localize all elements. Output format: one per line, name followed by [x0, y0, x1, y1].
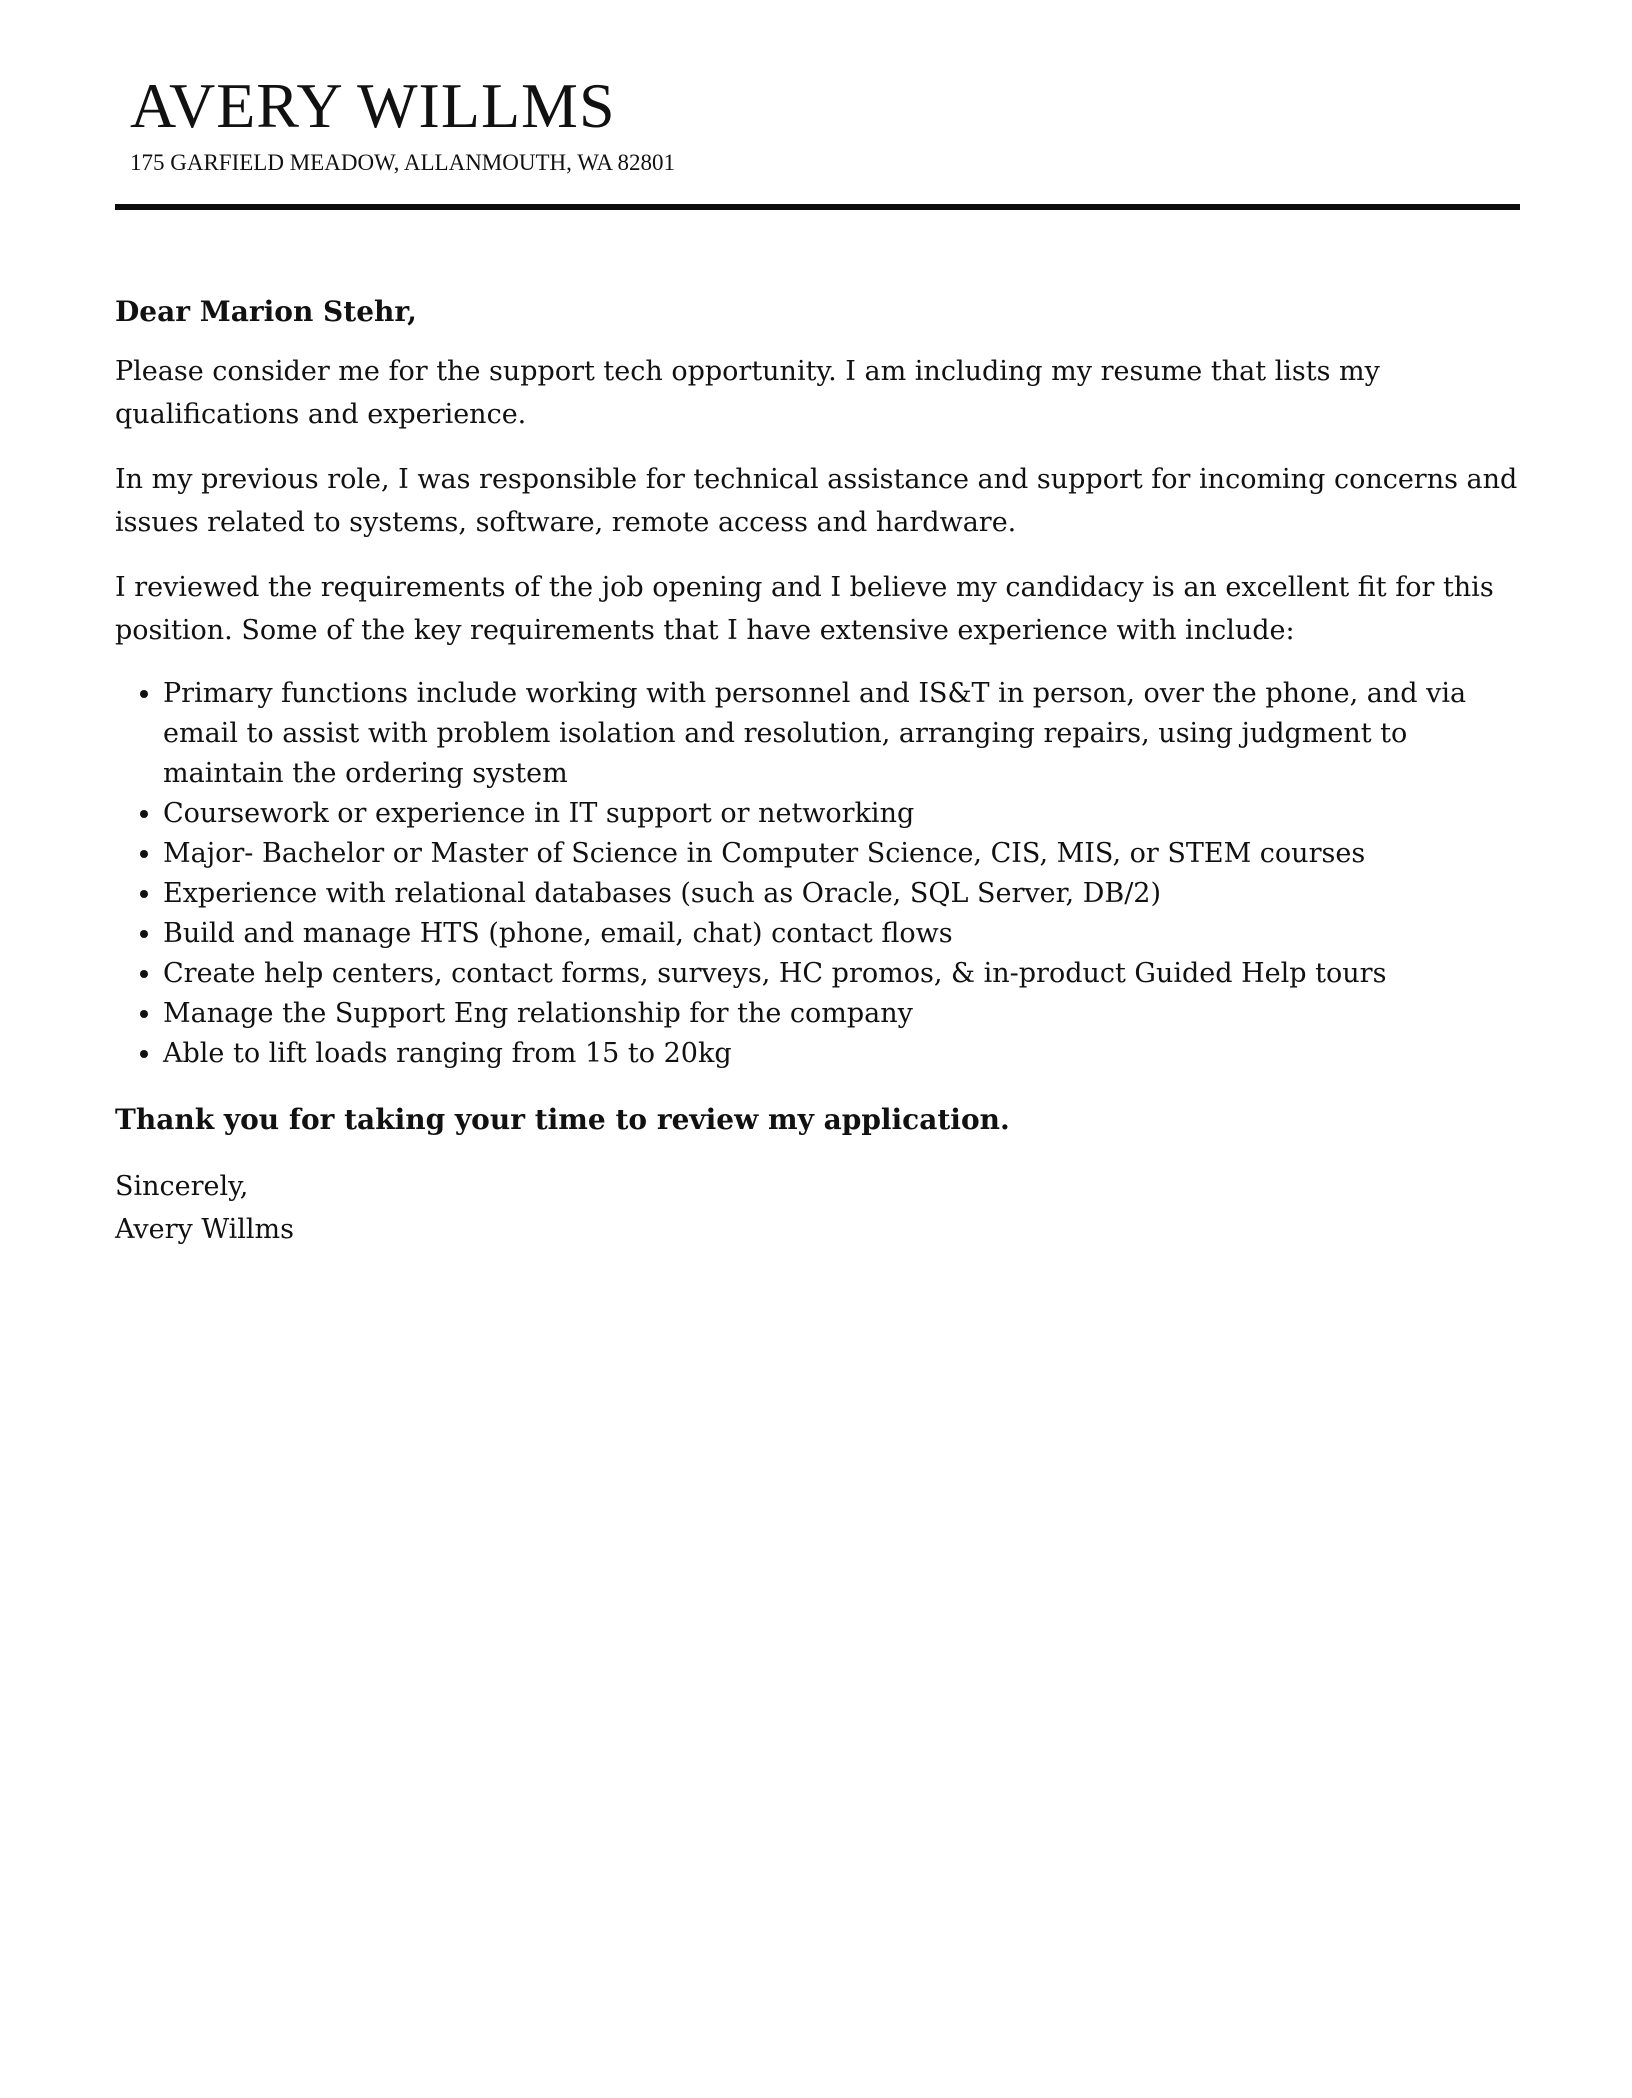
applicant-name: AVERY WILLMS [130, 70, 616, 141]
paragraph-requirements-intro: I reviewed the requirements of the job opening and I believe my candidacy is an excellent fit for this position. Some of the key requirements that I have extensive experience with include: [115, 572, 1494, 646]
signoff-block [115, 1165, 1520, 1251]
salutation: Dear Marion Stehr, [115, 295, 417, 328]
list-item: • Manage the Support Eng relationship for the company [163, 994, 1520, 1034]
signature-name: Avery Willms [115, 1214, 295, 1245]
list-item: • Coursework or experience in IT support or networking [163, 794, 1520, 834]
requirements-list [115, 674, 1520, 1074]
list-item: • Create help centers, contact forms, surveys, HC promos, & in-product Guided Help tours [163, 954, 1520, 994]
letter-body [115, 292, 1520, 1251]
header-divider [115, 204, 1520, 210]
list-item: • Build and manage HTS (phone, email, chat) contact flows [163, 914, 1520, 954]
signoff: Sincerely, [115, 1171, 249, 1202]
list-item: • Major- Bachelor or Master of Science in Computer Science, CIS, MIS, or STEM courses [163, 834, 1520, 874]
paragraph-intro: Please consider me for the support tech opportunity. I am including my resume that lists my qualifications and experience. [115, 356, 1380, 430]
list-item: • Experience with relational databases (such as Oracle, SQL Server, DB/2) [163, 874, 1520, 914]
list-item: • Primary functions include working with personnel and IS&T in person, over the phone, and via email to assist with problem isolation and resolution, arranging repairs, using judgment to maintain the ordering system [163, 674, 1520, 794]
applicant-address: 175 GARFIELD MEADOW, ALLANMOUTH, WA 82801 [130, 150, 675, 175]
closing-line: Thank you for taking your time to review my application. [115, 1103, 1010, 1136]
list-item: • Able to lift loads ranging from 15 to 20kg [163, 1034, 1520, 1074]
paragraph-previous-role: In my previous role, I was responsible for technical assistance and support for incoming concerns and issues related to systems, software, remote access and hardware. [115, 464, 1518, 538]
